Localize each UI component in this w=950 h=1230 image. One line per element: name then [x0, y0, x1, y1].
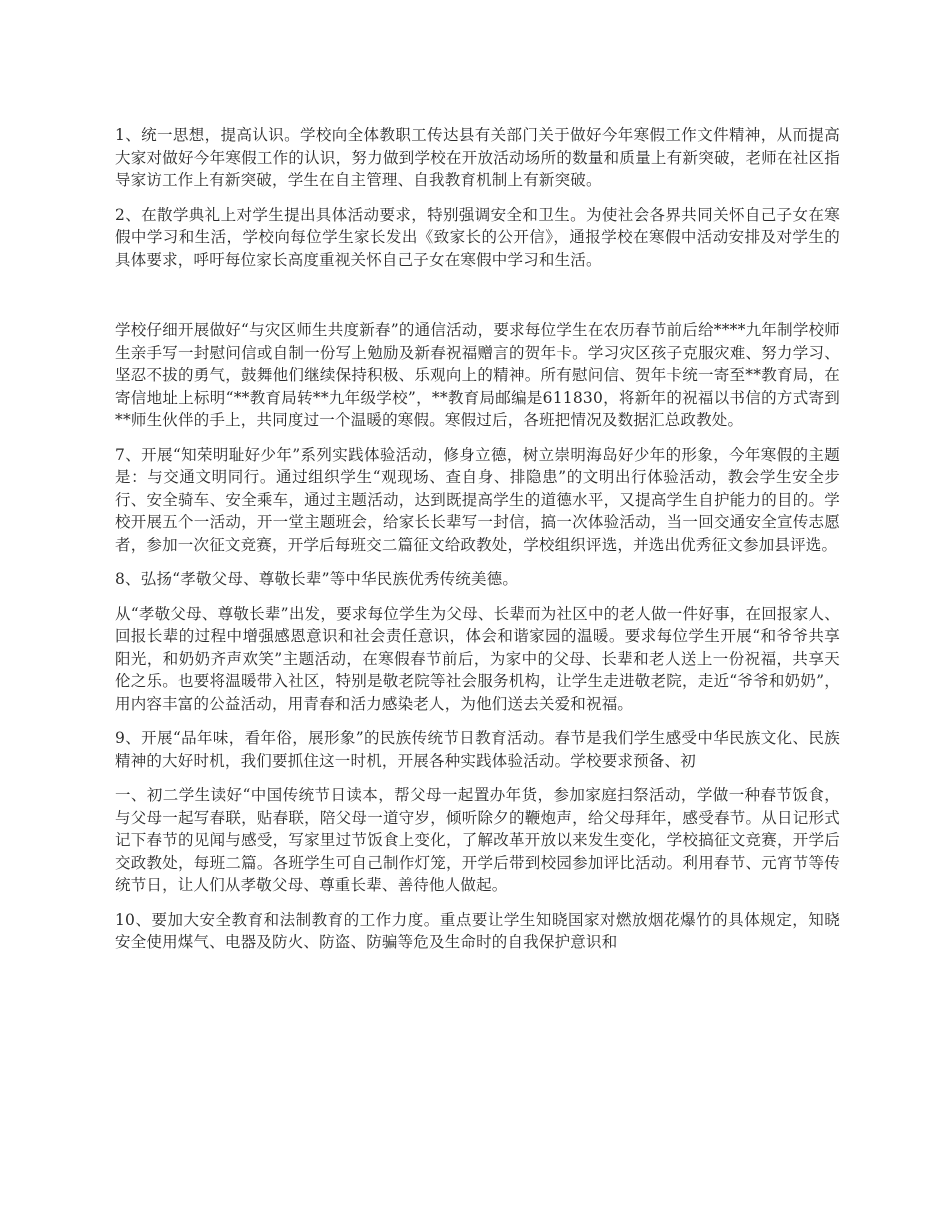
document-body	[115, 124, 840, 966]
paragraph-5: 8、弘扬“孝敬父母、尊敬长辈”等中华民族优秀传统美德。	[115, 570, 519, 588]
paragraph-6: 从“孝敬父母、尊敬长辈”出发，要求每位学生为父母、长辈而为社区中的老人做一件好事，在回报家人、回报长辈的过程中增强感恩意识和社会责任意识，体会和谐家园的温暖。要求每位学生开展“和爷爷共享阳光，和奶奶齐声欢笑”主题活动，在寒假春节前后，为家中的父母、长辈和老人送上一份祝福，共享天伦之乐。也要将温暖带入社区，特别是敬老院等社会服务机构，让学生走进敬老院，走近“爷爷和奶奶”，用内容丰富的公益活动，用青春和活力感染老人，为他们送去关爱和祝福。	[115, 604, 840, 713]
paragraph-3: 学校仔细开展做好“与灾区师生共度新春”的通信活动，要求每位学生在农历春节前后给****九年制学校师生亲手写一封慰问信或自制一份写上勉励及新春祝福赠言的贺年卡。学习灾区孩子克服灾难、努力学习、坚忍不拔的勇气，鼓舞他们继续保持积极、乐观向上的精神。所有慰问信、贺年卡统一寄至**教育局，在寄信地址上标明“**教育局转**九年级学校”，**教育局邮编是611830，将新年的祝福以书信的方式寄到**师生伙伴的手上，共同度过一个温暖的寒假。寒假过后，各班把情况及数据汇总政教处。	[115, 321, 840, 429]
paragraph-9: 10、要加大安全教育和法制教育的工作力度。重点要让学生知晓国家对燃放烟花爆竹的具体规定，知晓安全使用煤气、电器及防火、防盗、防骗等危及生命时的自我保护意识和	[115, 910, 840, 951]
paragraph-7: 9、开展“品年味，看年俗，展形象”的民族传统节日教育活动。春节是我们学生感受中华民族文化、民族精神的大好时机，我们要抓住这一时机，开展各种实践体验活动。学校要求预备、初	[115, 729, 840, 770]
paragraph-8: 一、初二学生读好“中国传统节日读本，帮父母一起置办年货，参加家庭扫祭活动，学做一种春节饭食，与父母一起写春联，贴春联，陪父母一道守岁，倾听除夕的鞭炮声，给父母拜年，感受春节。从日记形式记下春节的见闻与感受，写家里过节饭食上变化，了解改革开放以来发生变化，学校搞征文竞赛，开学后交政教处，每班二篇。各班学生可自己制作灯笼，开学后带到校园参加评比活动。利用春节、元宵节等传统节日，让人们从孝敬父母、尊重长辈、善待他人做起。	[115, 786, 840, 894]
paragraph-4: 7、开展“知荣明耻好少年”系列实践体验活动，修身立德，树立崇明海岛好少年的形象，今年寒假的主题是：与交通文明同行。通过组织学生“观现场、查自身、排隐患”的文明出行体验活动，教会学生安全步行、安全骑车、安全乘车，通过主题活动，达到既提高学生的道德水平，又提高学生自护能力的目的。学校开展五个一活动，开一堂主题班会，给家长长辈写一封信，搞一次体验活动，当一回交通安全宣传志愿者，参加一次征文竞赛，开学后每班交二篇征文给政教处，学校组织评选，并选出优秀征文参加县评选。	[115, 445, 840, 554]
blank-gap	[115, 283, 840, 319]
paragraph-1: 1、统一思想，提高认识。学校向全体教职工传达县有关部门关于做好今年寒假工作文件精神，从而提高大家对做好今年寒假工作的认识，努力做到学校在开放活动场所的数量和质量上有新突破，老师在社区指导家访工作上有新突破，学生在自主管理、自我教育机制上有新突破。	[115, 126, 840, 189]
paragraph-2: 2、在散学典礼上对学生提出具体活动要求，特别强调安全和卫生。为使社会各界共同关怀自己子女在寒假中学习和生活，学校向每位学生家长发出《致家长的公开信》，通报学校在寒假中活动安排及对学生的具体要求，呼吁每位家长高度重视关怀自己子女在寒假中学习和生活。	[115, 205, 840, 269]
